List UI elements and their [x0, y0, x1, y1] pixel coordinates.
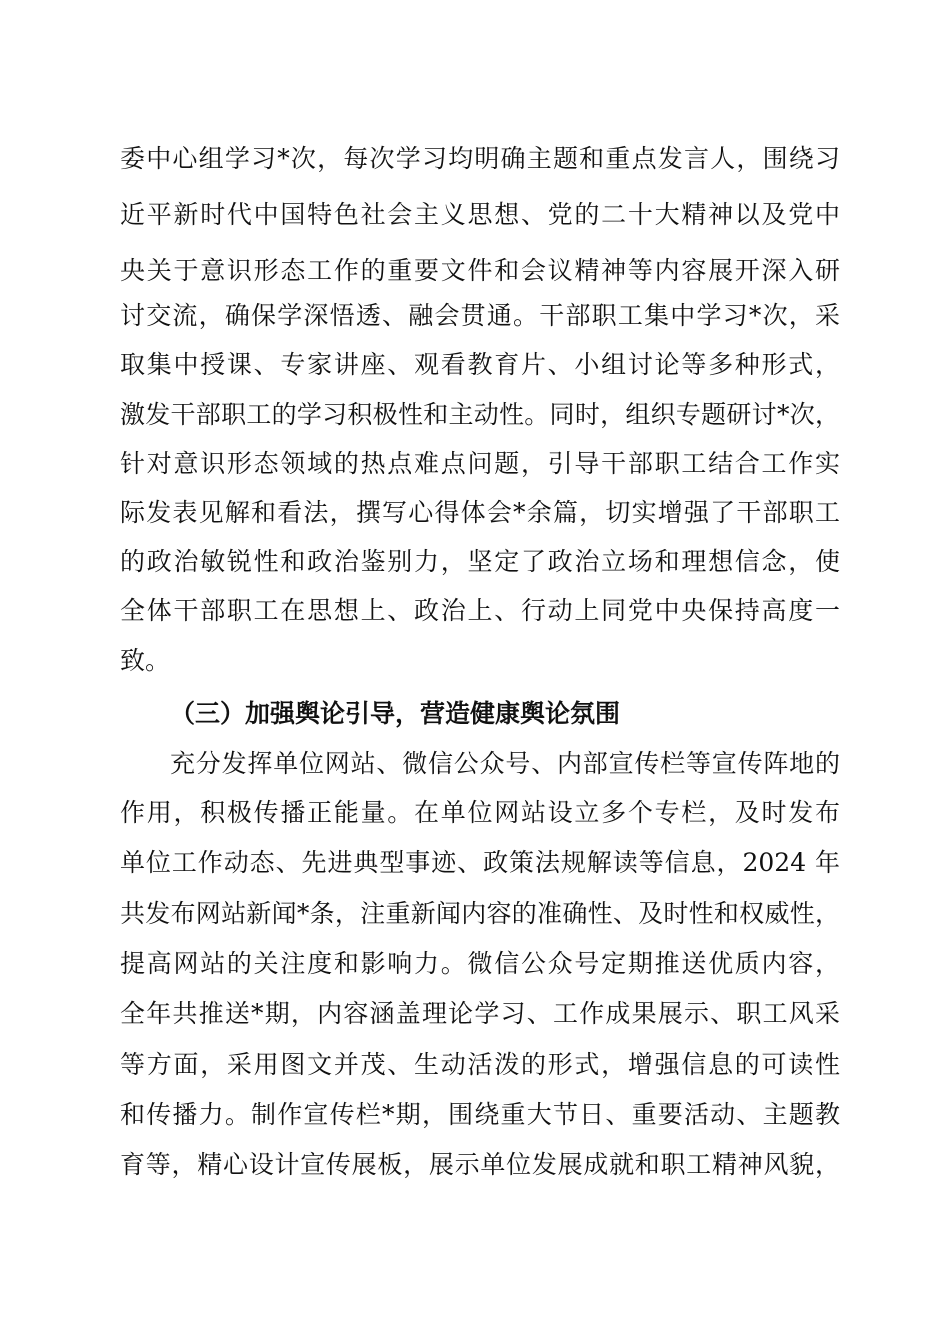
paragraph-line: 针对意识形态领域的热点难点问题，引导干部职工结合工作实	[120, 449, 840, 478]
paragraph-line: 作用，积极传播正能量。在单位网站设立多个专栏，及时发布	[120, 798, 840, 827]
paragraph-line: 的政治敏锐性和政治鉴别力，坚定了政治立场和理想信念，使	[120, 547, 840, 576]
paragraph-line: 育等，精心设计宣传展板，展示单位发展成就和职工精神风貌，	[120, 1150, 840, 1179]
paragraph-line: 讨交流，确保学深悟透、融会贯通。干部职工集中学习*次，采	[120, 301, 840, 330]
paragraph-line: 全年共推送*期，内容涵盖理论学习、工作成果展示、职工风采	[120, 999, 840, 1028]
paragraph-line: 取集中授课、专家讲座、观看教育片、小组讨论等多种形式，	[120, 350, 840, 379]
paragraph-line: 激发干部职工的学习积极性和主动性。同时，组织专题研讨*次，	[120, 400, 840, 429]
paragraph-line: 际发表见解和看法，撰写心得体会*余篇，切实增强了干部职工	[120, 498, 840, 527]
paragraph-line: 充分发挥单位网站、微信公众号、内部宣传栏等宣传阵地的	[170, 749, 840, 778]
paragraph-line: 共发布网站新闻*条，注重新闻内容的准确性、及时性和权威性，	[120, 899, 840, 928]
paragraph-line: 近平新时代中国特色社会主义思想、党的二十大精神以及党中	[120, 200, 840, 229]
paragraph-line: 单位工作动态、先进典型事迹、政策法规解读等信息，2024 年	[120, 848, 840, 877]
paragraph-line: 全体干部职工在思想上、政治上、行动上同党中央保持高度一	[120, 596, 840, 625]
paragraph-line: 和传播力。制作宣传栏*期，围绕重大节日、重要活动、主题教	[120, 1100, 840, 1129]
paragraph-line: 提高网站的关注度和影响力。微信公众号定期推送优质内容，	[120, 949, 840, 978]
paragraph-line: 央关于意识形态工作的重要文件和会议精神等内容展开深入研	[120, 256, 840, 285]
section-heading: （三）加强舆论引导，营造健康舆论氛围	[170, 699, 621, 728]
paragraph-line: 委中心组学习*次，每次学习均明确主题和重点发言人，围绕习	[120, 144, 840, 173]
paragraph-line: 等方面，采用图文并茂、生动活泼的形式，增强信息的可读性	[120, 1050, 840, 1079]
paragraph-line: 致。	[120, 646, 171, 675]
